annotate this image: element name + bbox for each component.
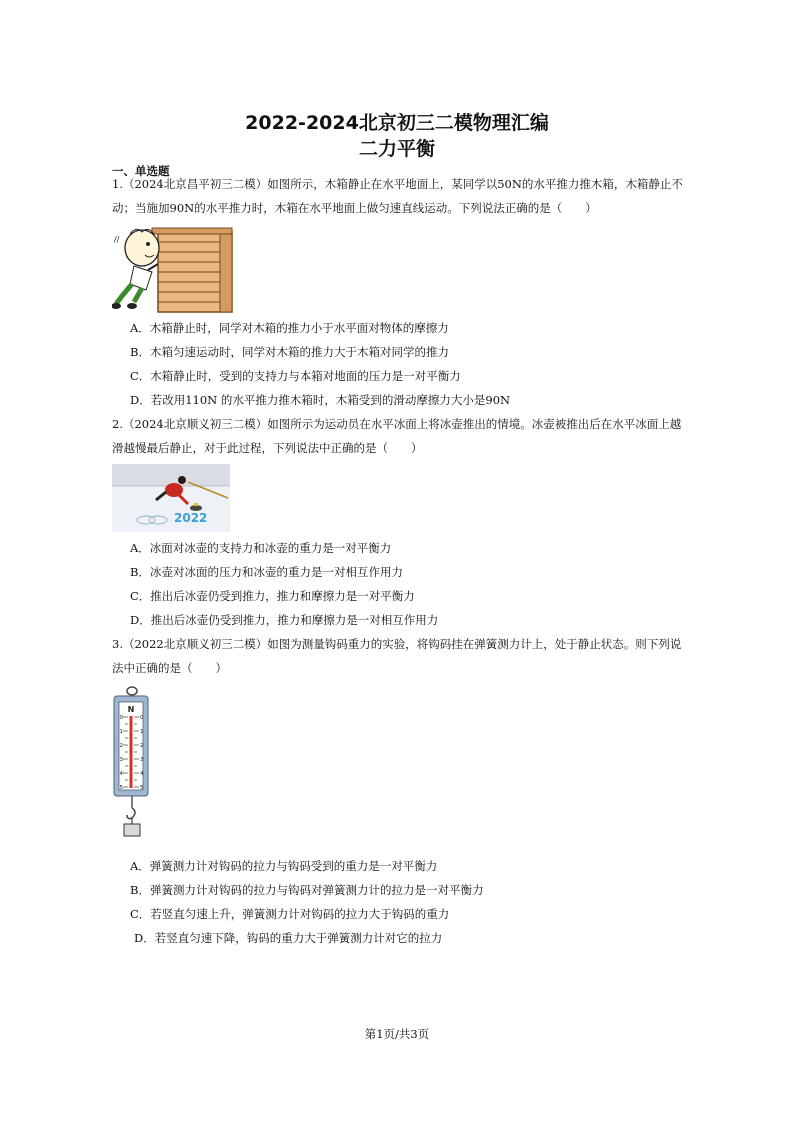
document-subtitle: 二力平衡 <box>358 138 435 160</box>
question-1-option-c: C．木箱静止时，受到的支持力与本箱对地面的压力是一对平衡力 <box>130 369 461 383</box>
scale-tick-left: 5 <box>119 785 123 791</box>
question-3-option-c: C．若竖直匀速上升，弹簧测力计对钩码的拉力大于钩码的重力 <box>130 907 450 921</box>
question-3-option-d: D．若竖直匀速下降，钩码的重力大于弹簧测力计对它的拉力 <box>134 931 443 945</box>
question-3-option-b: B．弹簧测力计对钩码的拉力与钩码对弹簧测力计的拉力是一对平衡力 <box>130 883 484 897</box>
scale-tick-left: 3 <box>119 757 123 763</box>
scale-tick-right: 3 <box>140 757 144 763</box>
question-2-stem: 2.（2024北京顺义初三二模）如图所示为运动员在水平冰面上将冰壶推出的情境。冰壶被推出后在水平冰面上越滑越慢最后静止，对于此过程，下列说法中正确的是（ ） <box>112 417 682 455</box>
document-title: 2022-2024北京初三二模物理汇编 <box>245 112 549 134</box>
scale-tick-left: 4 <box>119 771 123 777</box>
question-3-figure-spring-scale <box>112 686 152 848</box>
scale-tick-right: 0 <box>140 715 144 721</box>
question-2-option-b: B．冰壶对冰面的压力和冰壶的重力是一对相互作用力 <box>130 565 403 579</box>
question-3-option-a: A．弹簧测力计对钩码的拉力与钩码受到的重力是一对平衡力 <box>130 859 438 873</box>
scale-tick-right: 2 <box>140 743 144 749</box>
scale-tick-left: 0 <box>119 715 123 721</box>
section-label: 一、单选题 <box>112 164 170 178</box>
question-2-option-a: A．冰面对冰壶的支持力和冰壶的重力是一对平衡力 <box>130 541 392 555</box>
question-1-option-b: B．木箱匀速运动时，同学对木箱的推力大于木箱对同学的推力 <box>130 345 449 359</box>
question-2-option-c: C．推出后冰壶仍受到推力，推力和摩擦力是一对平衡力 <box>130 589 415 603</box>
question-1-stem: 1.（2024北京昌平初三二模）如图所示，木箱静止在水平地面上，某同学以50N的水平推力推木箱，木箱静止不动；当施加90N的水平推力时，木箱在水平地面上做匀速直线运动。下列说法正确的是（ ） <box>112 177 683 215</box>
question-2-figure-curling-athlete <box>112 464 230 532</box>
scale-unit-label: N <box>127 705 135 714</box>
scale-tick-right: 5 <box>140 785 144 791</box>
question-3-stem: 3.（2022北京顺义初三二模）如图为测量钩码重力的实验，将钩码挂在弹簧测力计上，处于静止状态。则下列说法中正确的是（ ） <box>112 637 682 675</box>
question-1-figure-boy-pushing-box <box>112 226 242 314</box>
page-footer: 第1页/共3页 <box>364 1027 430 1041</box>
scale-tick-left: 1 <box>119 729 123 735</box>
scale-tick-right: 4 <box>140 771 144 777</box>
scale-tick-right: 1 <box>140 729 144 735</box>
svg-text://: // <box>114 235 120 244</box>
question-1-option-d: D．若改用110N 的水平推力推木箱时，木箱受到的滑动摩擦力大小是90N <box>130 393 511 407</box>
question-1-option-a: A．木箱静止时，同学对木箱的推力小于水平面对物体的摩擦力 <box>130 321 449 335</box>
svg-text:2022: 2022 <box>174 511 208 525</box>
question-2-option-d: D．推出后冰壶仍受到推力，推力和摩擦力是一对相互作用力 <box>130 613 439 627</box>
scale-tick-left: 2 <box>119 743 123 749</box>
